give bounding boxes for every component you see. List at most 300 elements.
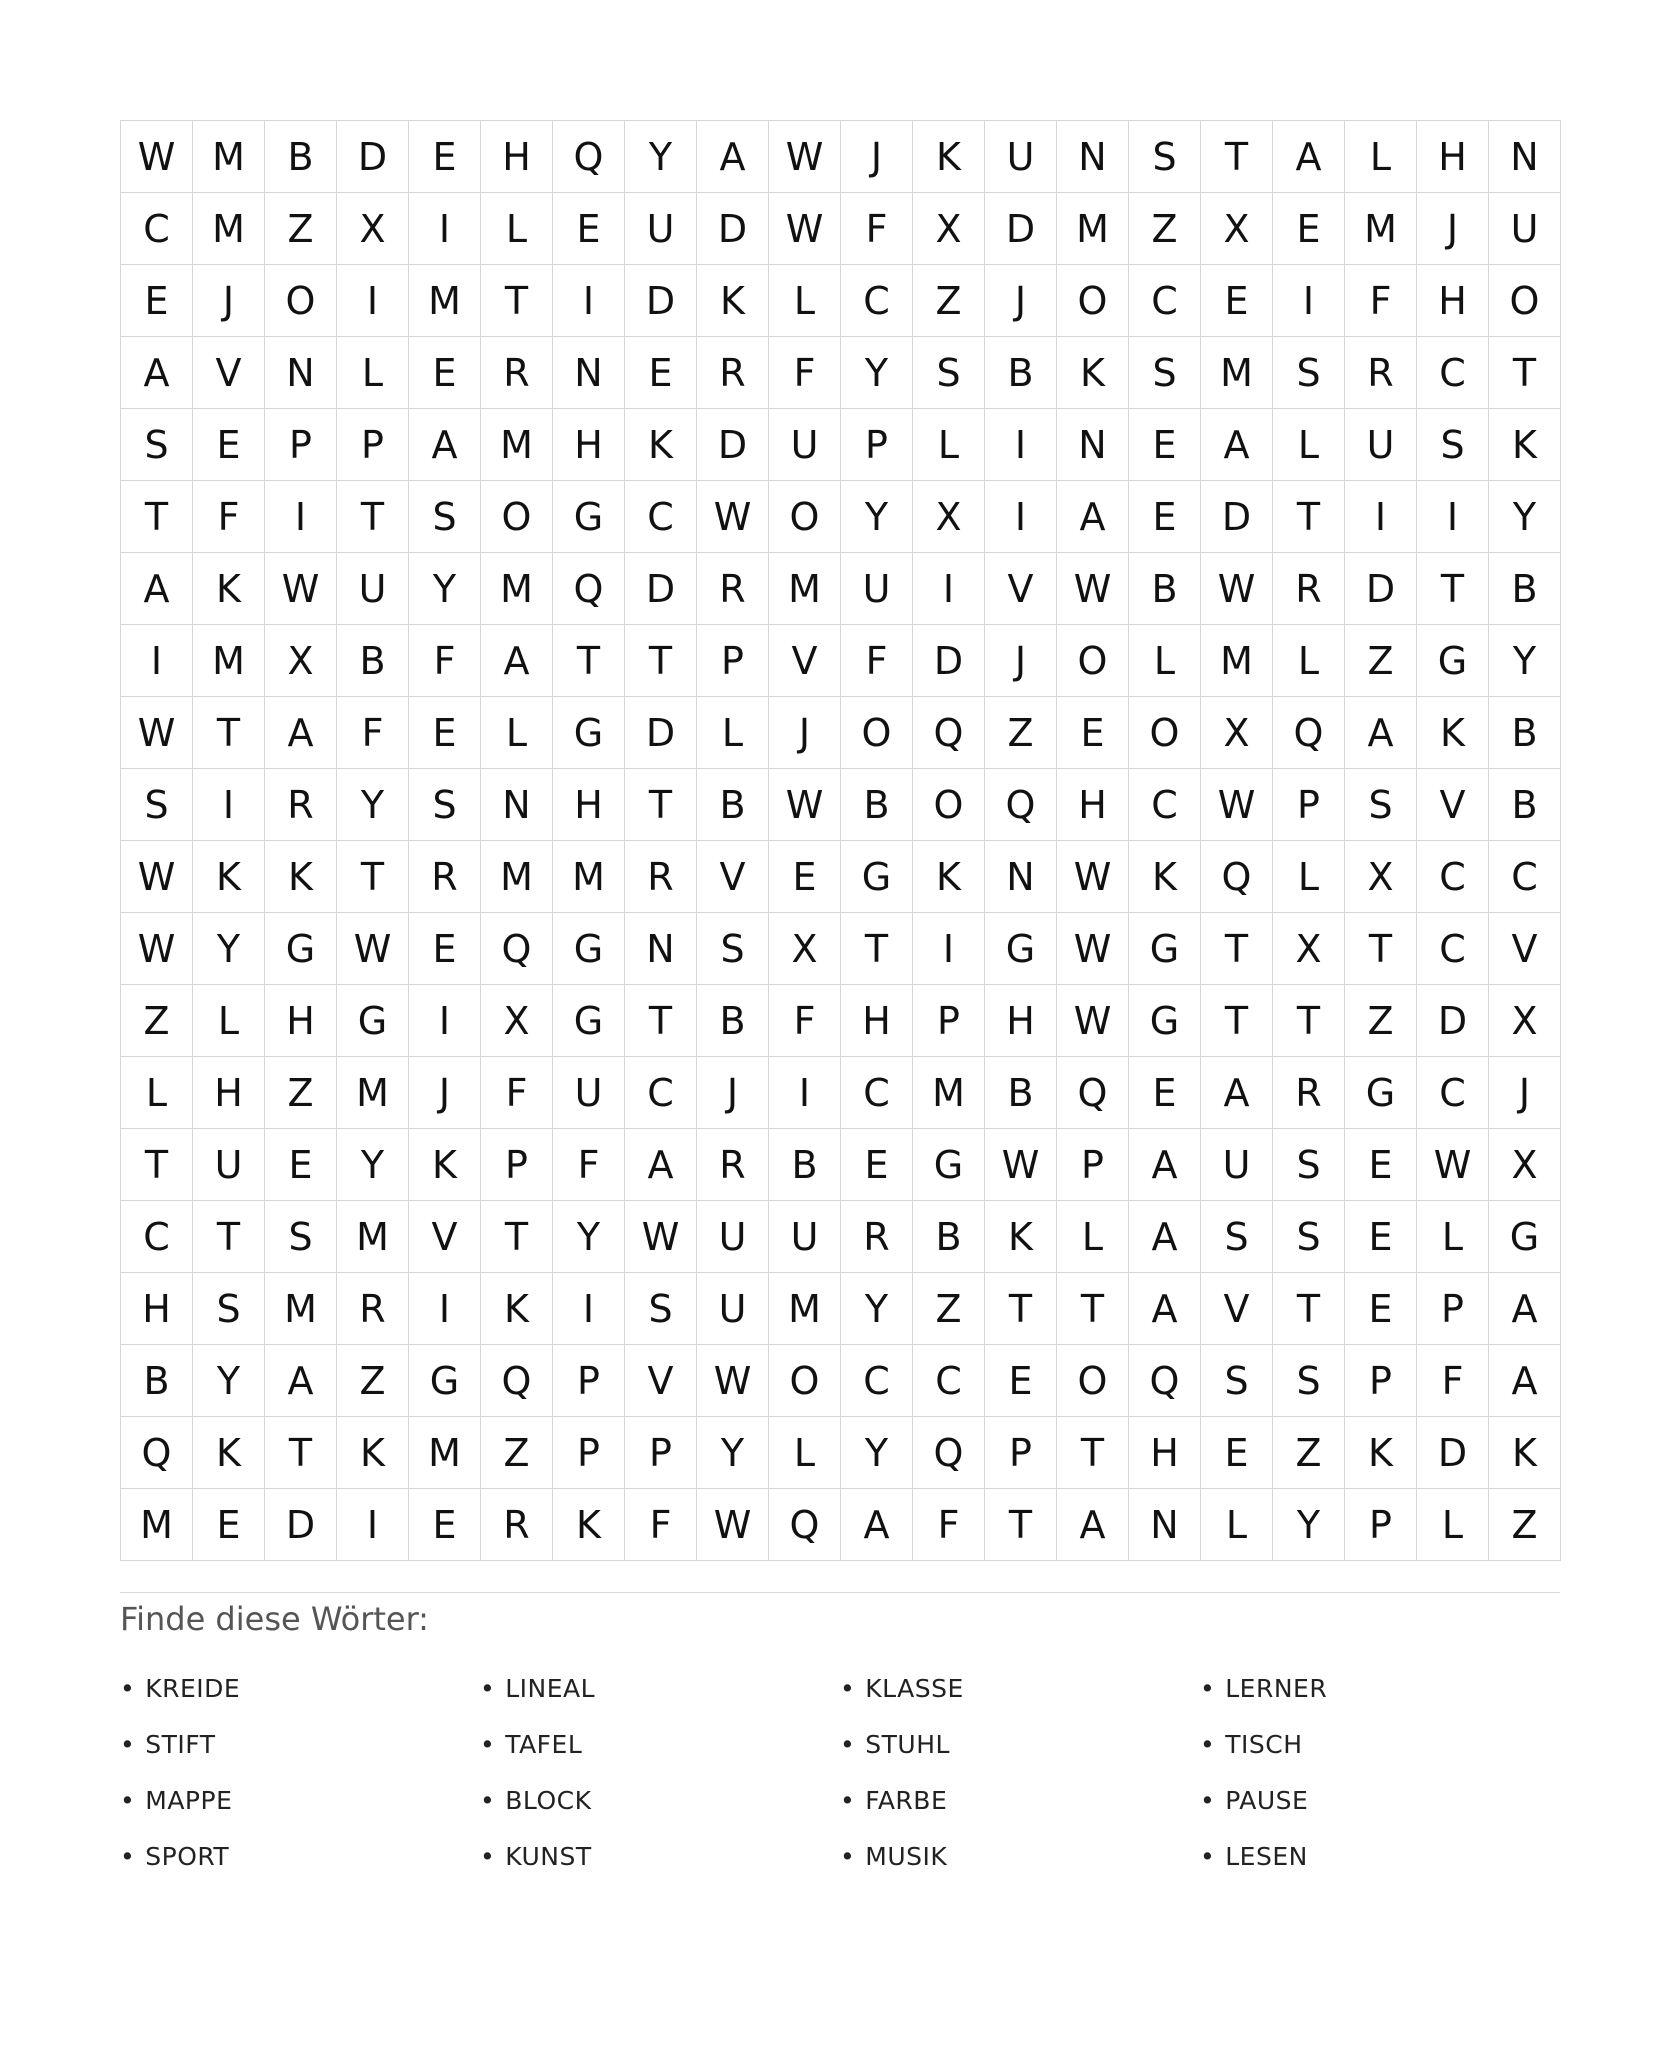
grid-cell[interactable]: R xyxy=(265,769,337,841)
grid-cell[interactable]: H xyxy=(1057,769,1129,841)
grid-cell[interactable]: B xyxy=(985,1057,1057,1129)
grid-cell[interactable]: A xyxy=(1057,1489,1129,1561)
grid-cell[interactable]: M xyxy=(481,553,553,625)
grid-cell[interactable]: Y xyxy=(1273,1489,1345,1561)
grid-cell[interactable]: C xyxy=(121,193,193,265)
grid-cell[interactable]: S xyxy=(193,1273,265,1345)
grid-cell[interactable]: V xyxy=(625,1345,697,1417)
grid-cell[interactable]: A xyxy=(265,697,337,769)
grid-cell[interactable]: G xyxy=(409,1345,481,1417)
grid-cell[interactable]: J xyxy=(1417,193,1489,265)
grid-cell[interactable]: F xyxy=(841,193,913,265)
grid-cell[interactable]: T xyxy=(841,913,913,985)
grid-cell[interactable]: C xyxy=(841,265,913,337)
grid-cell[interactable]: R xyxy=(1345,337,1417,409)
grid-cell[interactable]: S xyxy=(1417,409,1489,481)
grid-cell[interactable]: G xyxy=(553,985,625,1057)
grid-cell[interactable]: L xyxy=(481,193,553,265)
grid-cell[interactable]: W xyxy=(697,481,769,553)
grid-cell[interactable]: Y xyxy=(193,913,265,985)
grid-cell[interactable]: F xyxy=(481,1057,553,1129)
grid-cell[interactable]: B xyxy=(1489,553,1561,625)
grid-cell[interactable]: P xyxy=(697,625,769,697)
grid-cell[interactable]: C xyxy=(913,1345,985,1417)
grid-cell[interactable]: P xyxy=(841,409,913,481)
grid-cell[interactable]: I xyxy=(1273,265,1345,337)
grid-cell[interactable]: I xyxy=(409,985,481,1057)
grid-cell[interactable]: T xyxy=(1201,121,1273,193)
grid-cell[interactable]: F xyxy=(193,481,265,553)
grid-cell[interactable]: N xyxy=(1057,121,1129,193)
grid-cell[interactable]: S xyxy=(1201,1201,1273,1273)
grid-cell[interactable]: A xyxy=(481,625,553,697)
grid-cell[interactable]: O xyxy=(265,265,337,337)
grid-cell[interactable]: Q xyxy=(481,1345,553,1417)
grid-cell[interactable]: C xyxy=(625,481,697,553)
grid-cell[interactable]: H xyxy=(265,985,337,1057)
grid-cell[interactable]: U xyxy=(553,1057,625,1129)
grid-cell[interactable]: D xyxy=(913,625,985,697)
grid-cell[interactable]: X xyxy=(913,481,985,553)
grid-cell[interactable]: O xyxy=(913,769,985,841)
grid-cell[interactable]: F xyxy=(1345,265,1417,337)
grid-cell[interactable]: S xyxy=(409,481,481,553)
grid-cell[interactable]: X xyxy=(1273,913,1345,985)
grid-cell[interactable]: M xyxy=(481,841,553,913)
grid-cell[interactable]: K xyxy=(913,841,985,913)
grid-cell[interactable]: Z xyxy=(985,697,1057,769)
grid-cell[interactable]: M xyxy=(193,121,265,193)
grid-cell[interactable]: Q xyxy=(553,121,625,193)
grid-cell[interactable]: R xyxy=(697,1129,769,1201)
grid-cell[interactable]: W xyxy=(985,1129,1057,1201)
grid-cell[interactable]: A xyxy=(1129,1129,1201,1201)
grid-cell[interactable]: H xyxy=(1417,121,1489,193)
grid-cell[interactable]: D xyxy=(625,697,697,769)
grid-cell[interactable]: T xyxy=(1273,481,1345,553)
grid-cell[interactable]: L xyxy=(1417,1201,1489,1273)
grid-cell[interactable]: A xyxy=(1201,1057,1273,1129)
grid-cell[interactable]: W xyxy=(697,1345,769,1417)
grid-cell[interactable]: C xyxy=(1417,337,1489,409)
grid-cell[interactable]: Q xyxy=(1273,697,1345,769)
grid-cell[interactable]: E xyxy=(409,913,481,985)
grid-cell[interactable]: K xyxy=(553,1489,625,1561)
grid-cell[interactable]: U xyxy=(841,553,913,625)
grid-cell[interactable]: T xyxy=(1273,1273,1345,1345)
grid-cell[interactable]: A xyxy=(1345,697,1417,769)
grid-cell[interactable]: M xyxy=(193,625,265,697)
grid-cell[interactable]: N xyxy=(481,769,553,841)
grid-cell[interactable]: X xyxy=(769,913,841,985)
grid-cell[interactable]: Z xyxy=(1489,1489,1561,1561)
grid-cell[interactable]: K xyxy=(625,409,697,481)
grid-cell[interactable]: P xyxy=(1345,1345,1417,1417)
grid-cell[interactable]: Z xyxy=(1345,985,1417,1057)
grid-cell[interactable]: N xyxy=(1489,121,1561,193)
grid-cell[interactable]: I xyxy=(121,625,193,697)
grid-cell[interactable]: I xyxy=(553,265,625,337)
grid-cell[interactable]: T xyxy=(265,1417,337,1489)
grid-cell[interactable]: O xyxy=(1489,265,1561,337)
grid-cell[interactable]: K xyxy=(697,265,769,337)
grid-cell[interactable]: Z xyxy=(337,1345,409,1417)
grid-cell[interactable]: K xyxy=(481,1273,553,1345)
grid-cell[interactable]: T xyxy=(1201,913,1273,985)
grid-cell[interactable]: T xyxy=(985,1489,1057,1561)
grid-cell[interactable]: C xyxy=(1129,265,1201,337)
grid-cell[interactable]: J xyxy=(697,1057,769,1129)
grid-cell[interactable]: D xyxy=(625,553,697,625)
grid-cell[interactable]: E xyxy=(1345,1129,1417,1201)
grid-cell[interactable]: Q xyxy=(1201,841,1273,913)
grid-cell[interactable]: V xyxy=(985,553,1057,625)
grid-cell[interactable]: W xyxy=(769,193,841,265)
grid-cell[interactable]: H xyxy=(985,985,1057,1057)
grid-cell[interactable]: L xyxy=(1273,625,1345,697)
grid-cell[interactable]: E xyxy=(409,337,481,409)
grid-cell[interactable]: H xyxy=(553,769,625,841)
grid-cell[interactable]: L xyxy=(193,985,265,1057)
grid-cell[interactable]: L xyxy=(1345,121,1417,193)
grid-cell[interactable]: C xyxy=(121,1201,193,1273)
grid-cell[interactable]: S xyxy=(1273,337,1345,409)
grid-cell[interactable]: Q xyxy=(985,769,1057,841)
grid-cell[interactable]: S xyxy=(265,1201,337,1273)
grid-cell[interactable]: T xyxy=(1345,913,1417,985)
grid-cell[interactable]: W xyxy=(1417,1129,1489,1201)
grid-cell[interactable]: N xyxy=(1057,409,1129,481)
grid-cell[interactable]: S xyxy=(1345,769,1417,841)
grid-cell[interactable]: Z xyxy=(265,193,337,265)
grid-cell[interactable]: E xyxy=(1201,1417,1273,1489)
grid-cell[interactable]: U xyxy=(697,1201,769,1273)
grid-cell[interactable]: S xyxy=(1201,1345,1273,1417)
grid-cell[interactable]: V xyxy=(697,841,769,913)
grid-cell[interactable]: D xyxy=(697,193,769,265)
grid-cell[interactable]: W xyxy=(769,769,841,841)
grid-cell[interactable]: X xyxy=(1201,193,1273,265)
grid-cell[interactable]: T xyxy=(1273,985,1345,1057)
grid-cell[interactable]: T xyxy=(337,481,409,553)
grid-cell[interactable]: F xyxy=(553,1129,625,1201)
grid-cell[interactable]: W xyxy=(1057,985,1129,1057)
grid-cell[interactable]: Q xyxy=(1057,1057,1129,1129)
grid-cell[interactable]: E xyxy=(1273,193,1345,265)
grid-cell[interactable]: P xyxy=(553,1345,625,1417)
grid-cell[interactable]: B xyxy=(769,1129,841,1201)
grid-cell[interactable]: E xyxy=(985,1345,1057,1417)
grid-cell[interactable]: X xyxy=(481,985,553,1057)
grid-cell[interactable]: I xyxy=(553,1273,625,1345)
grid-cell[interactable]: F xyxy=(337,697,409,769)
grid-cell[interactable]: I xyxy=(409,1273,481,1345)
grid-cell[interactable]: S xyxy=(409,769,481,841)
grid-cell[interactable]: L xyxy=(913,409,985,481)
grid-cell[interactable]: H xyxy=(121,1273,193,1345)
grid-cell[interactable]: E xyxy=(409,1489,481,1561)
grid-cell[interactable]: N xyxy=(553,337,625,409)
grid-cell[interactable]: A xyxy=(121,337,193,409)
grid-cell[interactable]: I xyxy=(265,481,337,553)
grid-cell[interactable]: K xyxy=(985,1201,1057,1273)
grid-cell[interactable]: E xyxy=(1129,409,1201,481)
grid-cell[interactable]: Q xyxy=(913,1417,985,1489)
grid-cell[interactable]: M xyxy=(481,409,553,481)
grid-cell[interactable]: M xyxy=(769,1273,841,1345)
grid-cell[interactable]: L xyxy=(769,1417,841,1489)
grid-cell[interactable]: U xyxy=(985,121,1057,193)
grid-cell[interactable]: P xyxy=(265,409,337,481)
grid-cell[interactable]: W xyxy=(697,1489,769,1561)
grid-cell[interactable]: Z xyxy=(481,1417,553,1489)
grid-cell[interactable]: A xyxy=(1129,1273,1201,1345)
grid-cell[interactable]: B xyxy=(121,1345,193,1417)
grid-cell[interactable]: L xyxy=(1201,1489,1273,1561)
grid-cell[interactable]: H xyxy=(1129,1417,1201,1489)
grid-cell[interactable]: J xyxy=(1489,1057,1561,1129)
grid-cell[interactable]: V xyxy=(1489,913,1561,985)
grid-cell[interactable]: X xyxy=(913,193,985,265)
grid-cell[interactable]: O xyxy=(1057,1345,1129,1417)
grid-cell[interactable]: A xyxy=(625,1129,697,1201)
grid-cell[interactable]: J xyxy=(409,1057,481,1129)
grid-cell[interactable]: Z xyxy=(265,1057,337,1129)
grid-cell[interactable]: P xyxy=(1057,1129,1129,1201)
grid-cell[interactable]: W xyxy=(121,841,193,913)
grid-cell[interactable]: Y xyxy=(841,337,913,409)
grid-cell[interactable]: I xyxy=(985,409,1057,481)
grid-cell[interactable]: T xyxy=(625,625,697,697)
grid-cell[interactable]: H xyxy=(193,1057,265,1129)
grid-cell[interactable]: K xyxy=(1489,1417,1561,1489)
grid-cell[interactable]: G xyxy=(1489,1201,1561,1273)
grid-cell[interactable]: E xyxy=(1201,265,1273,337)
grid-cell[interactable]: D xyxy=(1417,985,1489,1057)
grid-cell[interactable]: N xyxy=(625,913,697,985)
grid-cell[interactable]: E xyxy=(1345,1201,1417,1273)
grid-cell[interactable]: A xyxy=(1057,481,1129,553)
grid-cell[interactable]: B xyxy=(985,337,1057,409)
grid-cell[interactable]: R xyxy=(697,337,769,409)
grid-cell[interactable]: K xyxy=(193,841,265,913)
grid-cell[interactable]: B xyxy=(1489,769,1561,841)
grid-cell[interactable]: Y xyxy=(337,769,409,841)
grid-cell[interactable]: Z xyxy=(913,1273,985,1345)
grid-cell[interactable]: S xyxy=(697,913,769,985)
grid-cell[interactable]: L xyxy=(1273,409,1345,481)
grid-cell[interactable]: I xyxy=(409,193,481,265)
grid-cell[interactable]: Q xyxy=(913,697,985,769)
grid-cell[interactable]: X xyxy=(337,193,409,265)
grid-cell[interactable]: U xyxy=(1489,193,1561,265)
grid-cell[interactable]: K xyxy=(337,1417,409,1489)
grid-cell[interactable]: T xyxy=(481,1201,553,1273)
grid-cell[interactable]: T xyxy=(1057,1273,1129,1345)
grid-cell[interactable]: E xyxy=(409,121,481,193)
grid-cell[interactable]: W xyxy=(265,553,337,625)
grid-cell[interactable]: G xyxy=(841,841,913,913)
grid-cell[interactable]: H xyxy=(481,121,553,193)
grid-cell[interactable]: D xyxy=(697,409,769,481)
grid-cell[interactable]: F xyxy=(409,625,481,697)
grid-cell[interactable]: A xyxy=(1273,121,1345,193)
grid-cell[interactable]: Y xyxy=(193,1345,265,1417)
grid-cell[interactable]: K xyxy=(193,553,265,625)
grid-cell[interactable]: E xyxy=(193,1489,265,1561)
grid-cell[interactable]: Q xyxy=(769,1489,841,1561)
grid-cell[interactable]: I xyxy=(913,913,985,985)
grid-cell[interactable]: O xyxy=(481,481,553,553)
grid-cell[interactable]: Z xyxy=(121,985,193,1057)
grid-cell[interactable]: X xyxy=(1345,841,1417,913)
grid-cell[interactable]: M xyxy=(409,265,481,337)
grid-cell[interactable]: L xyxy=(1273,841,1345,913)
grid-cell[interactable]: M xyxy=(1201,337,1273,409)
grid-cell[interactable]: A xyxy=(1489,1345,1561,1417)
grid-cell[interactable]: R xyxy=(841,1201,913,1273)
grid-cell[interactable]: H xyxy=(553,409,625,481)
grid-cell[interactable]: H xyxy=(1417,265,1489,337)
grid-cell[interactable]: X xyxy=(265,625,337,697)
grid-cell[interactable]: S xyxy=(121,409,193,481)
grid-cell[interactable]: C xyxy=(1417,1057,1489,1129)
grid-cell[interactable]: V xyxy=(1417,769,1489,841)
grid-cell[interactable]: O xyxy=(1057,265,1129,337)
grid-cell[interactable]: U xyxy=(769,409,841,481)
grid-cell[interactable]: R xyxy=(625,841,697,913)
grid-cell[interactable]: E xyxy=(769,841,841,913)
grid-cell[interactable]: F xyxy=(769,985,841,1057)
grid-cell[interactable]: E xyxy=(409,697,481,769)
grid-cell[interactable]: B xyxy=(1129,553,1201,625)
grid-cell[interactable]: G xyxy=(985,913,1057,985)
grid-cell[interactable]: D xyxy=(1201,481,1273,553)
grid-cell[interactable]: I xyxy=(337,265,409,337)
grid-cell[interactable]: J xyxy=(769,697,841,769)
grid-cell[interactable]: Z xyxy=(1273,1417,1345,1489)
grid-cell[interactable]: A xyxy=(409,409,481,481)
grid-cell[interactable]: I xyxy=(193,769,265,841)
grid-cell[interactable]: B xyxy=(841,769,913,841)
grid-cell[interactable]: S xyxy=(1273,1201,1345,1273)
grid-cell[interactable]: X xyxy=(1489,1129,1561,1201)
grid-cell[interactable]: K xyxy=(265,841,337,913)
grid-cell[interactable]: C xyxy=(1489,841,1561,913)
grid-cell[interactable]: K xyxy=(913,121,985,193)
grid-cell[interactable]: Y xyxy=(553,1201,625,1273)
grid-cell[interactable]: L xyxy=(1129,625,1201,697)
grid-cell[interactable]: R xyxy=(1273,553,1345,625)
grid-cell[interactable]: P xyxy=(625,1417,697,1489)
grid-cell[interactable]: T xyxy=(121,1129,193,1201)
grid-cell[interactable]: U xyxy=(193,1129,265,1201)
grid-cell[interactable]: V xyxy=(193,337,265,409)
grid-cell[interactable]: D xyxy=(625,265,697,337)
grid-cell[interactable]: T xyxy=(625,985,697,1057)
grid-cell[interactable]: V xyxy=(1201,1273,1273,1345)
grid-cell[interactable]: R xyxy=(337,1273,409,1345)
grid-cell[interactable]: T xyxy=(193,697,265,769)
grid-cell[interactable]: D xyxy=(1417,1417,1489,1489)
grid-cell[interactable]: D xyxy=(1345,553,1417,625)
grid-cell[interactable]: J xyxy=(985,625,1057,697)
grid-cell[interactable]: P xyxy=(913,985,985,1057)
grid-cell[interactable]: R xyxy=(1273,1057,1345,1129)
grid-cell[interactable]: Y xyxy=(1489,625,1561,697)
grid-cell[interactable]: J xyxy=(985,265,1057,337)
grid-cell[interactable]: F xyxy=(913,1489,985,1561)
grid-cell[interactable]: K xyxy=(1345,1417,1417,1489)
grid-cell[interactable]: M xyxy=(913,1057,985,1129)
grid-cell[interactable]: H xyxy=(841,985,913,1057)
grid-cell[interactable]: O xyxy=(1129,697,1201,769)
grid-cell[interactable]: E xyxy=(1345,1273,1417,1345)
grid-cell[interactable]: F xyxy=(769,337,841,409)
grid-cell[interactable]: S xyxy=(913,337,985,409)
grid-cell[interactable]: A xyxy=(121,553,193,625)
grid-cell[interactable]: B xyxy=(1489,697,1561,769)
grid-cell[interactable]: U xyxy=(625,193,697,265)
grid-cell[interactable]: K xyxy=(409,1129,481,1201)
grid-cell[interactable]: O xyxy=(769,481,841,553)
grid-cell[interactable]: G xyxy=(553,481,625,553)
grid-cell[interactable]: M xyxy=(337,1057,409,1129)
grid-cell[interactable]: G xyxy=(553,913,625,985)
grid-cell[interactable]: Q xyxy=(553,553,625,625)
grid-cell[interactable]: W xyxy=(121,913,193,985)
grid-cell[interactable]: M xyxy=(769,553,841,625)
grid-cell[interactable]: K xyxy=(1417,697,1489,769)
grid-cell[interactable]: C xyxy=(1129,769,1201,841)
grid-cell[interactable]: Y xyxy=(697,1417,769,1489)
grid-cell[interactable]: G xyxy=(1417,625,1489,697)
grid-cell[interactable]: K xyxy=(1489,409,1561,481)
grid-cell[interactable]: G xyxy=(1129,913,1201,985)
grid-cell[interactable]: X xyxy=(1489,985,1561,1057)
grid-cell[interactable]: W xyxy=(1201,553,1273,625)
grid-cell[interactable]: E xyxy=(625,337,697,409)
grid-cell[interactable]: Q xyxy=(481,913,553,985)
grid-cell[interactable]: I xyxy=(913,553,985,625)
grid-cell[interactable]: R xyxy=(409,841,481,913)
grid-cell[interactable]: O xyxy=(1057,625,1129,697)
grid-cell[interactable]: T xyxy=(553,625,625,697)
grid-cell[interactable]: N xyxy=(1129,1489,1201,1561)
grid-cell[interactable]: W xyxy=(1057,841,1129,913)
grid-cell[interactable]: U xyxy=(697,1273,769,1345)
grid-cell[interactable]: C xyxy=(1417,841,1489,913)
grid-cell[interactable]: D xyxy=(337,121,409,193)
grid-cell[interactable]: S xyxy=(1273,1129,1345,1201)
grid-cell[interactable]: Y xyxy=(841,1273,913,1345)
grid-cell[interactable]: L xyxy=(481,697,553,769)
grid-cell[interactable]: Z xyxy=(1345,625,1417,697)
grid-cell[interactable]: W xyxy=(1057,913,1129,985)
grid-cell[interactable]: A xyxy=(1129,1201,1201,1273)
grid-cell[interactable]: K xyxy=(193,1417,265,1489)
grid-cell[interactable]: M xyxy=(553,841,625,913)
grid-cell[interactable]: U xyxy=(1345,409,1417,481)
grid-cell[interactable]: E xyxy=(1129,1057,1201,1129)
grid-cell[interactable]: E xyxy=(553,193,625,265)
grid-cell[interactable]: M xyxy=(265,1273,337,1345)
grid-cell[interactable]: I xyxy=(985,481,1057,553)
grid-cell[interactable]: E xyxy=(1057,697,1129,769)
grid-cell[interactable]: W xyxy=(121,121,193,193)
grid-cell[interactable]: T xyxy=(193,1201,265,1273)
grid-cell[interactable]: M xyxy=(1057,193,1129,265)
